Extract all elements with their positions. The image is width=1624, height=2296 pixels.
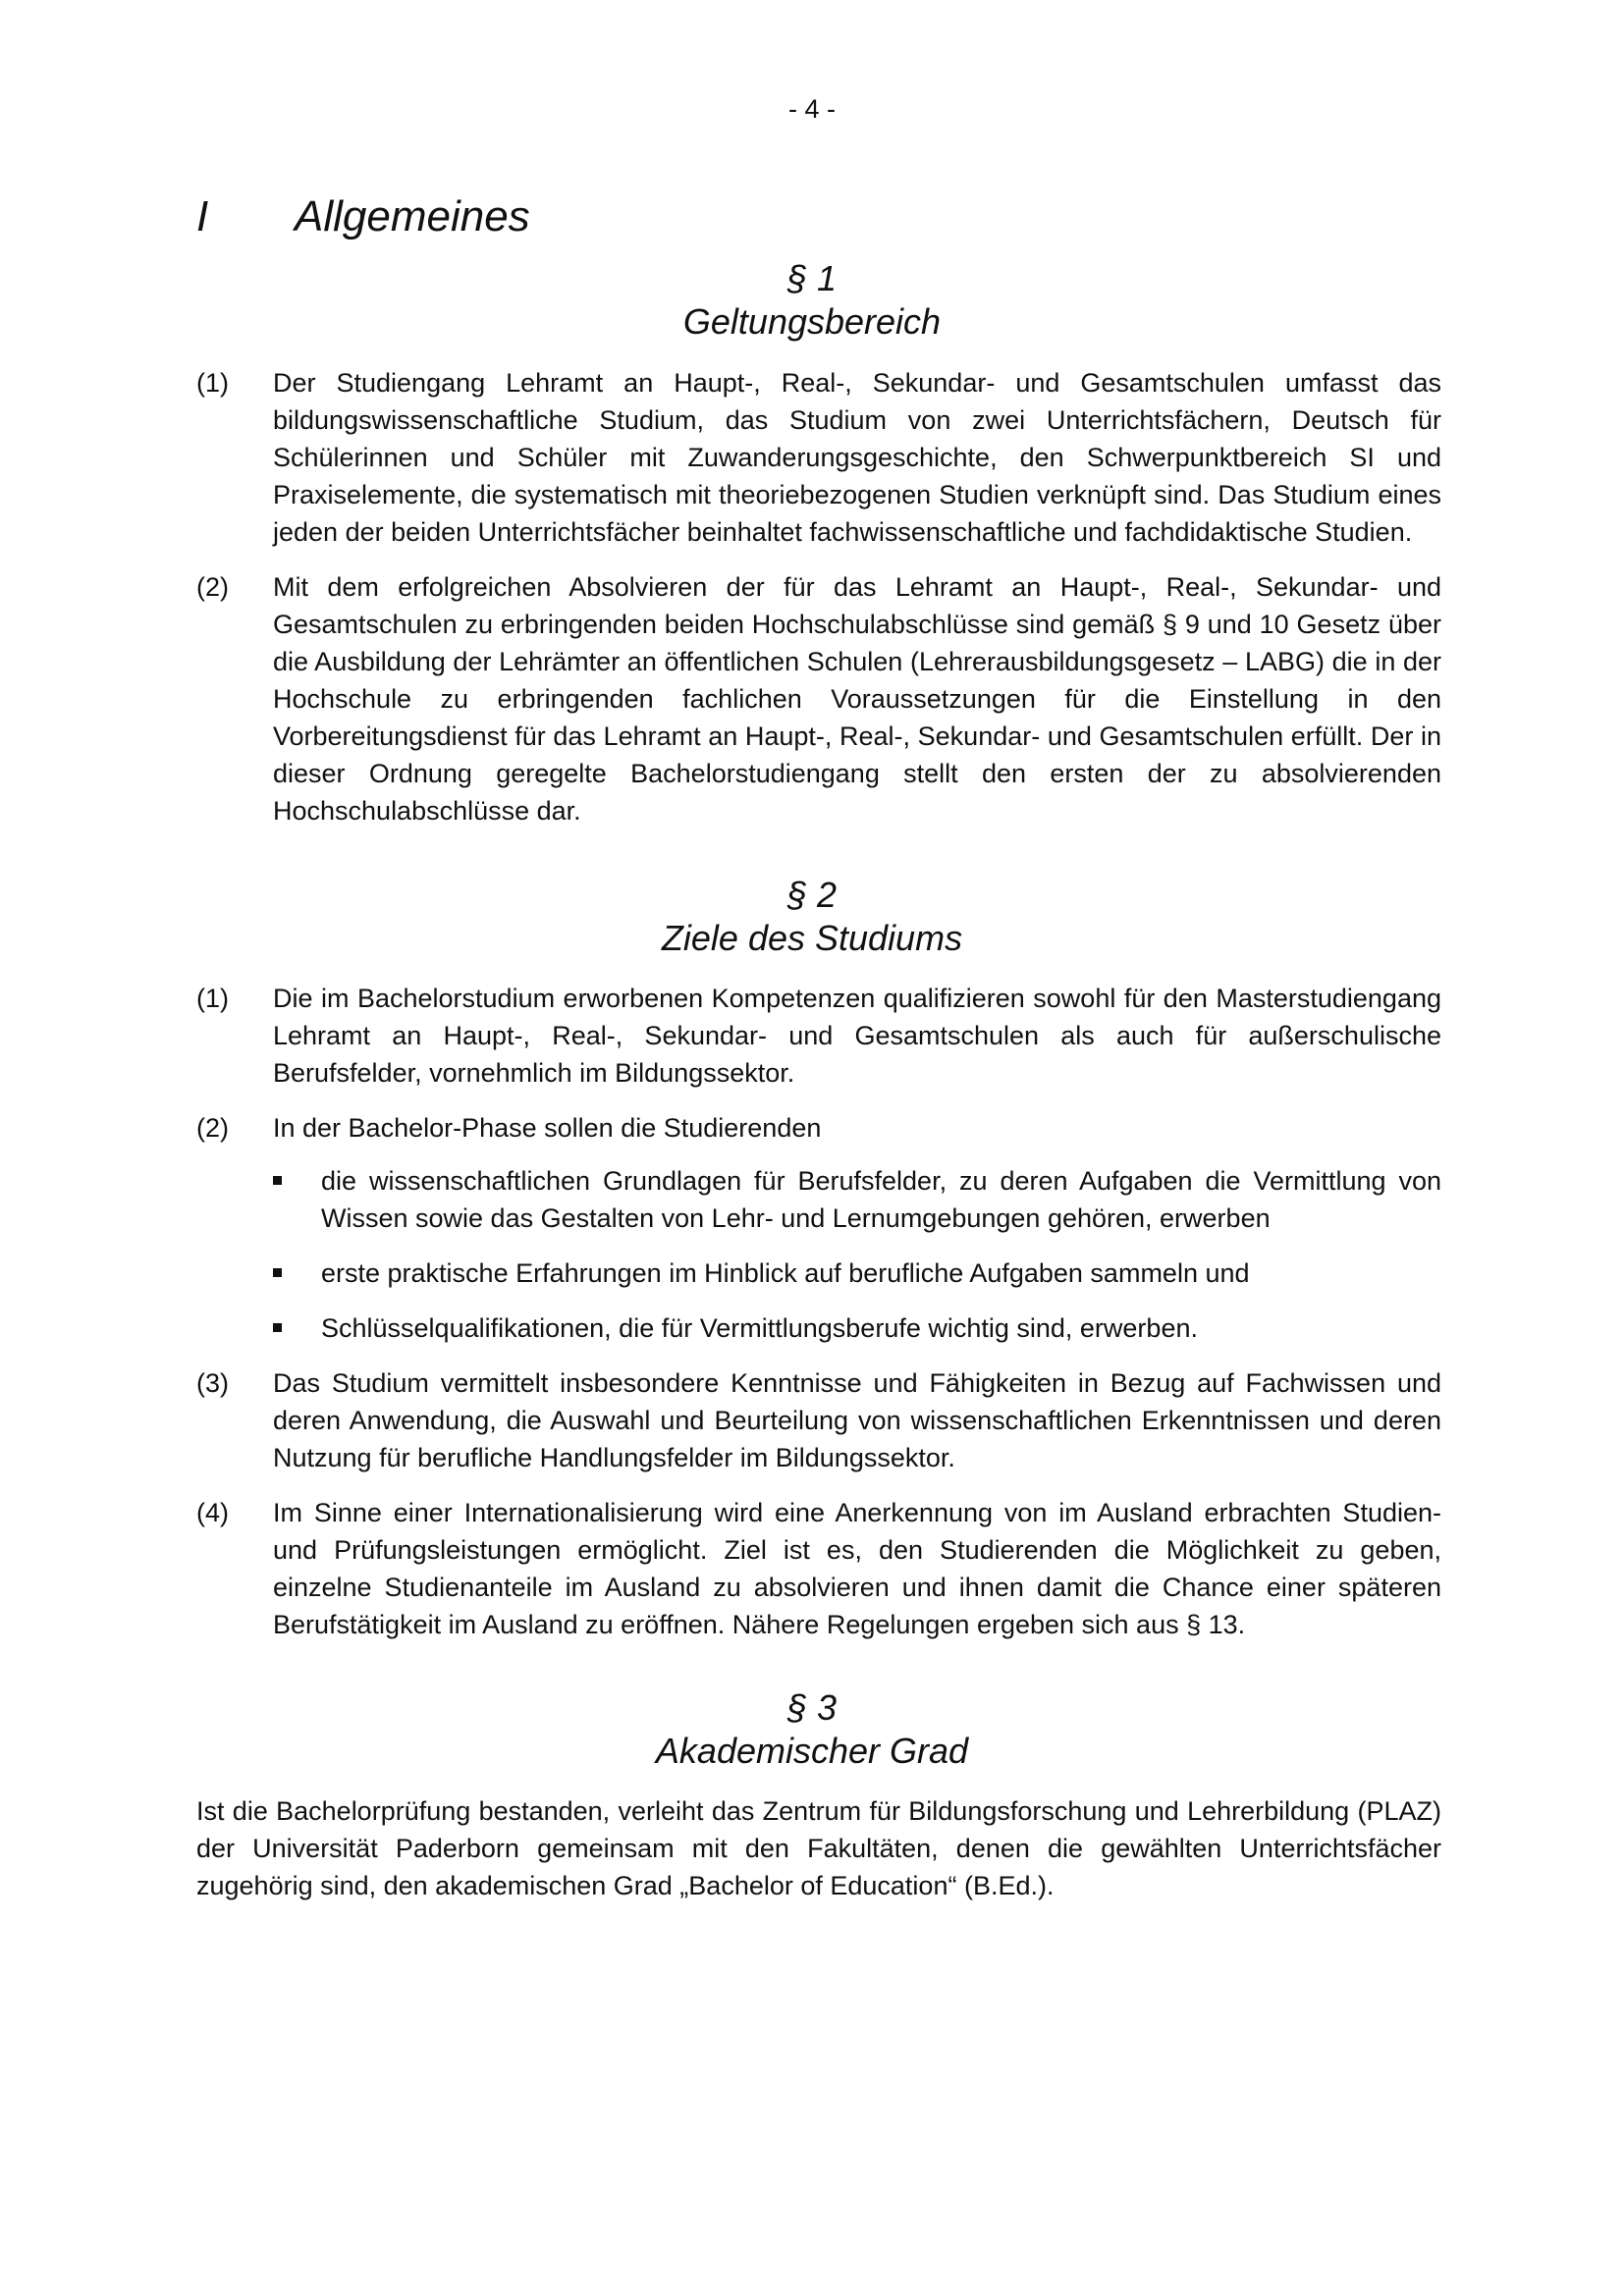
paragraph [196,1364,1441,1476]
section-title: Geltungsbereich [682,301,942,342]
part-title: Allgemeines [295,192,530,240]
list-item [273,1255,1441,1292]
paragraph-text: Der Studiengang Lehramt an Haupt-, Real-, Sekundar- und Gesamtschulen umfasst das bildungswissenschaftliche Studium, das Studium von zwei Unterrichtsfächern, Deutsch für Schülerinnen und Schüler mit Zuwanderungsgeschichte, den Schwerpunktbereich SI und Praxiselemente, die systematisch mit theoriebezogenen Studien verknüpft sind. Das Studium eines jeden der beiden Unterrichtsfächer beinhaltet fachwissenschaftliche und fachdidaktische Studien. [273,368,1441,547]
part-heading [196,192,530,241]
list-item-text: die wissenschaftlichen Grundlagen für Berufsfelder, zu deren Aufgaben die Vermittlung von Wissen sowie das Gestalten von Lehr- und Lernumgebungen gehören, erwerben [321,1166,1441,1233]
paragraph [196,364,1441,551]
page-number: - 4 - [787,94,836,124]
list-item [273,1309,1441,1347]
section-3-body [196,1792,1441,1904]
bullet-square-icon [273,1268,282,1277]
paragraph-text: Das Studium vermittelt insbesondere Kenntnisse und Fähigkeiten in Bezug auf Fachwissen und deren Anwendung, die Auswahl und Beurteilung von wissenschaftlichen Erkenntnissen und deren Nutzung für berufliche Handlungsfelder im Bildungssektor. [273,1368,1441,1472]
section-3-heading [0,1686,1624,1773]
section-2-body [196,980,1441,1661]
paragraph [196,980,1441,1092]
bullet-list [273,1162,1441,1347]
bullet-square-icon [273,1323,282,1332]
paragraph-number: (1) [196,368,229,398]
section-number: § 1 [786,258,838,298]
paragraph-number: (1) [196,984,229,1013]
paragraph-text: Im Sinne einer Internationalisierung wird eine Anerkennung von im Ausland erbrachten Studien- und Prüfungsleistungen ermöglicht. Ziel ist es, den Studierenden die Möglichkeit zu geben, einzelne Studienanteile im Ausland zu absolvieren und ihnen damit die Chance einer späteren Berufstätigkeit im Ausland zu eröffnen. Nähere Regelungen ergeben sich aus § 13. [273,1498,1441,1639]
paragraph-text: In der Bachelor-Phase sollen die Studierenden [273,1113,822,1143]
section-number: § 2 [786,875,838,915]
paragraph-number: (4) [196,1498,229,1527]
list-item-text: erste praktische Erfahrungen im Hinblick auf berufliche Aufgaben sammeln und [321,1258,1250,1288]
paragraph-number: (2) [196,1113,229,1143]
paragraph-text: Die im Bachelorstudium erworbenen Kompetenzen qualifizieren sowohl für den Masterstudiengang Lehramt an Haupt-, Real-, Sekundar- und Gesamtschulen als auch für außerschulische Berufsfelder, vornehmlich im Bildungssektor. [273,984,1441,1088]
section-title: Ziele des Studiums [661,918,963,958]
section-1-heading [0,257,1624,344]
list-item-text: Schlüsselqualifikationen, die für Vermittlungsberufe wichtig sind, erwerben. [321,1313,1198,1343]
paragraph-text: Mit dem erfolgreichen Absolvieren der für das Lehramt an Haupt-, Real-, Sekundar- und Gesamtschulen zu erbringenden beiden Hochschulabschlüsse sind gemäß § 9 und 10 Gesetz über die Ausbildung der Lehrämter an öffentlichen Schulen (Lehrerausbildungsgesetz – LABG) die in der Hochschule zu erbringenden fachlichen Voraussetzungen für die Einstellung in den Vorbereitungsdienst für das Lehramt an Haupt-, Real-, Sekundar- und Gesamtschulen erfüllt. Der in dieser Ordnung geregelte Bachelorstudiengang stellt den ersten der zu absolvierenden Hochschulabschlüsse dar. [273,572,1441,826]
paragraph-number: (2) [196,572,229,602]
list-item [273,1162,1441,1237]
paragraph-number: (3) [196,1368,229,1398]
part-numeral: I [196,192,209,240]
section-title: Akademischer Grad [655,1731,969,1771]
paragraph [196,1109,1441,1347]
section-number: § 3 [786,1687,838,1728]
paragraph-text: Ist die Bachelorprüfung bestanden, verleiht das Zentrum für Bildungsforschung und Lehrerbildung (PLAZ) der Universität Paderborn gemeinsam mit den Fakultäten, denen die gewählten Unterrichtsfächer zugehörig sind, den akademischen Grad „Bachelor of Education“ (B.Ed.). [196,1796,1441,1900]
paragraph [196,568,1441,829]
paragraph [196,1494,1441,1643]
section-2-heading [0,874,1624,960]
bullet-square-icon [273,1176,282,1185]
section-1-body [196,364,1441,847]
